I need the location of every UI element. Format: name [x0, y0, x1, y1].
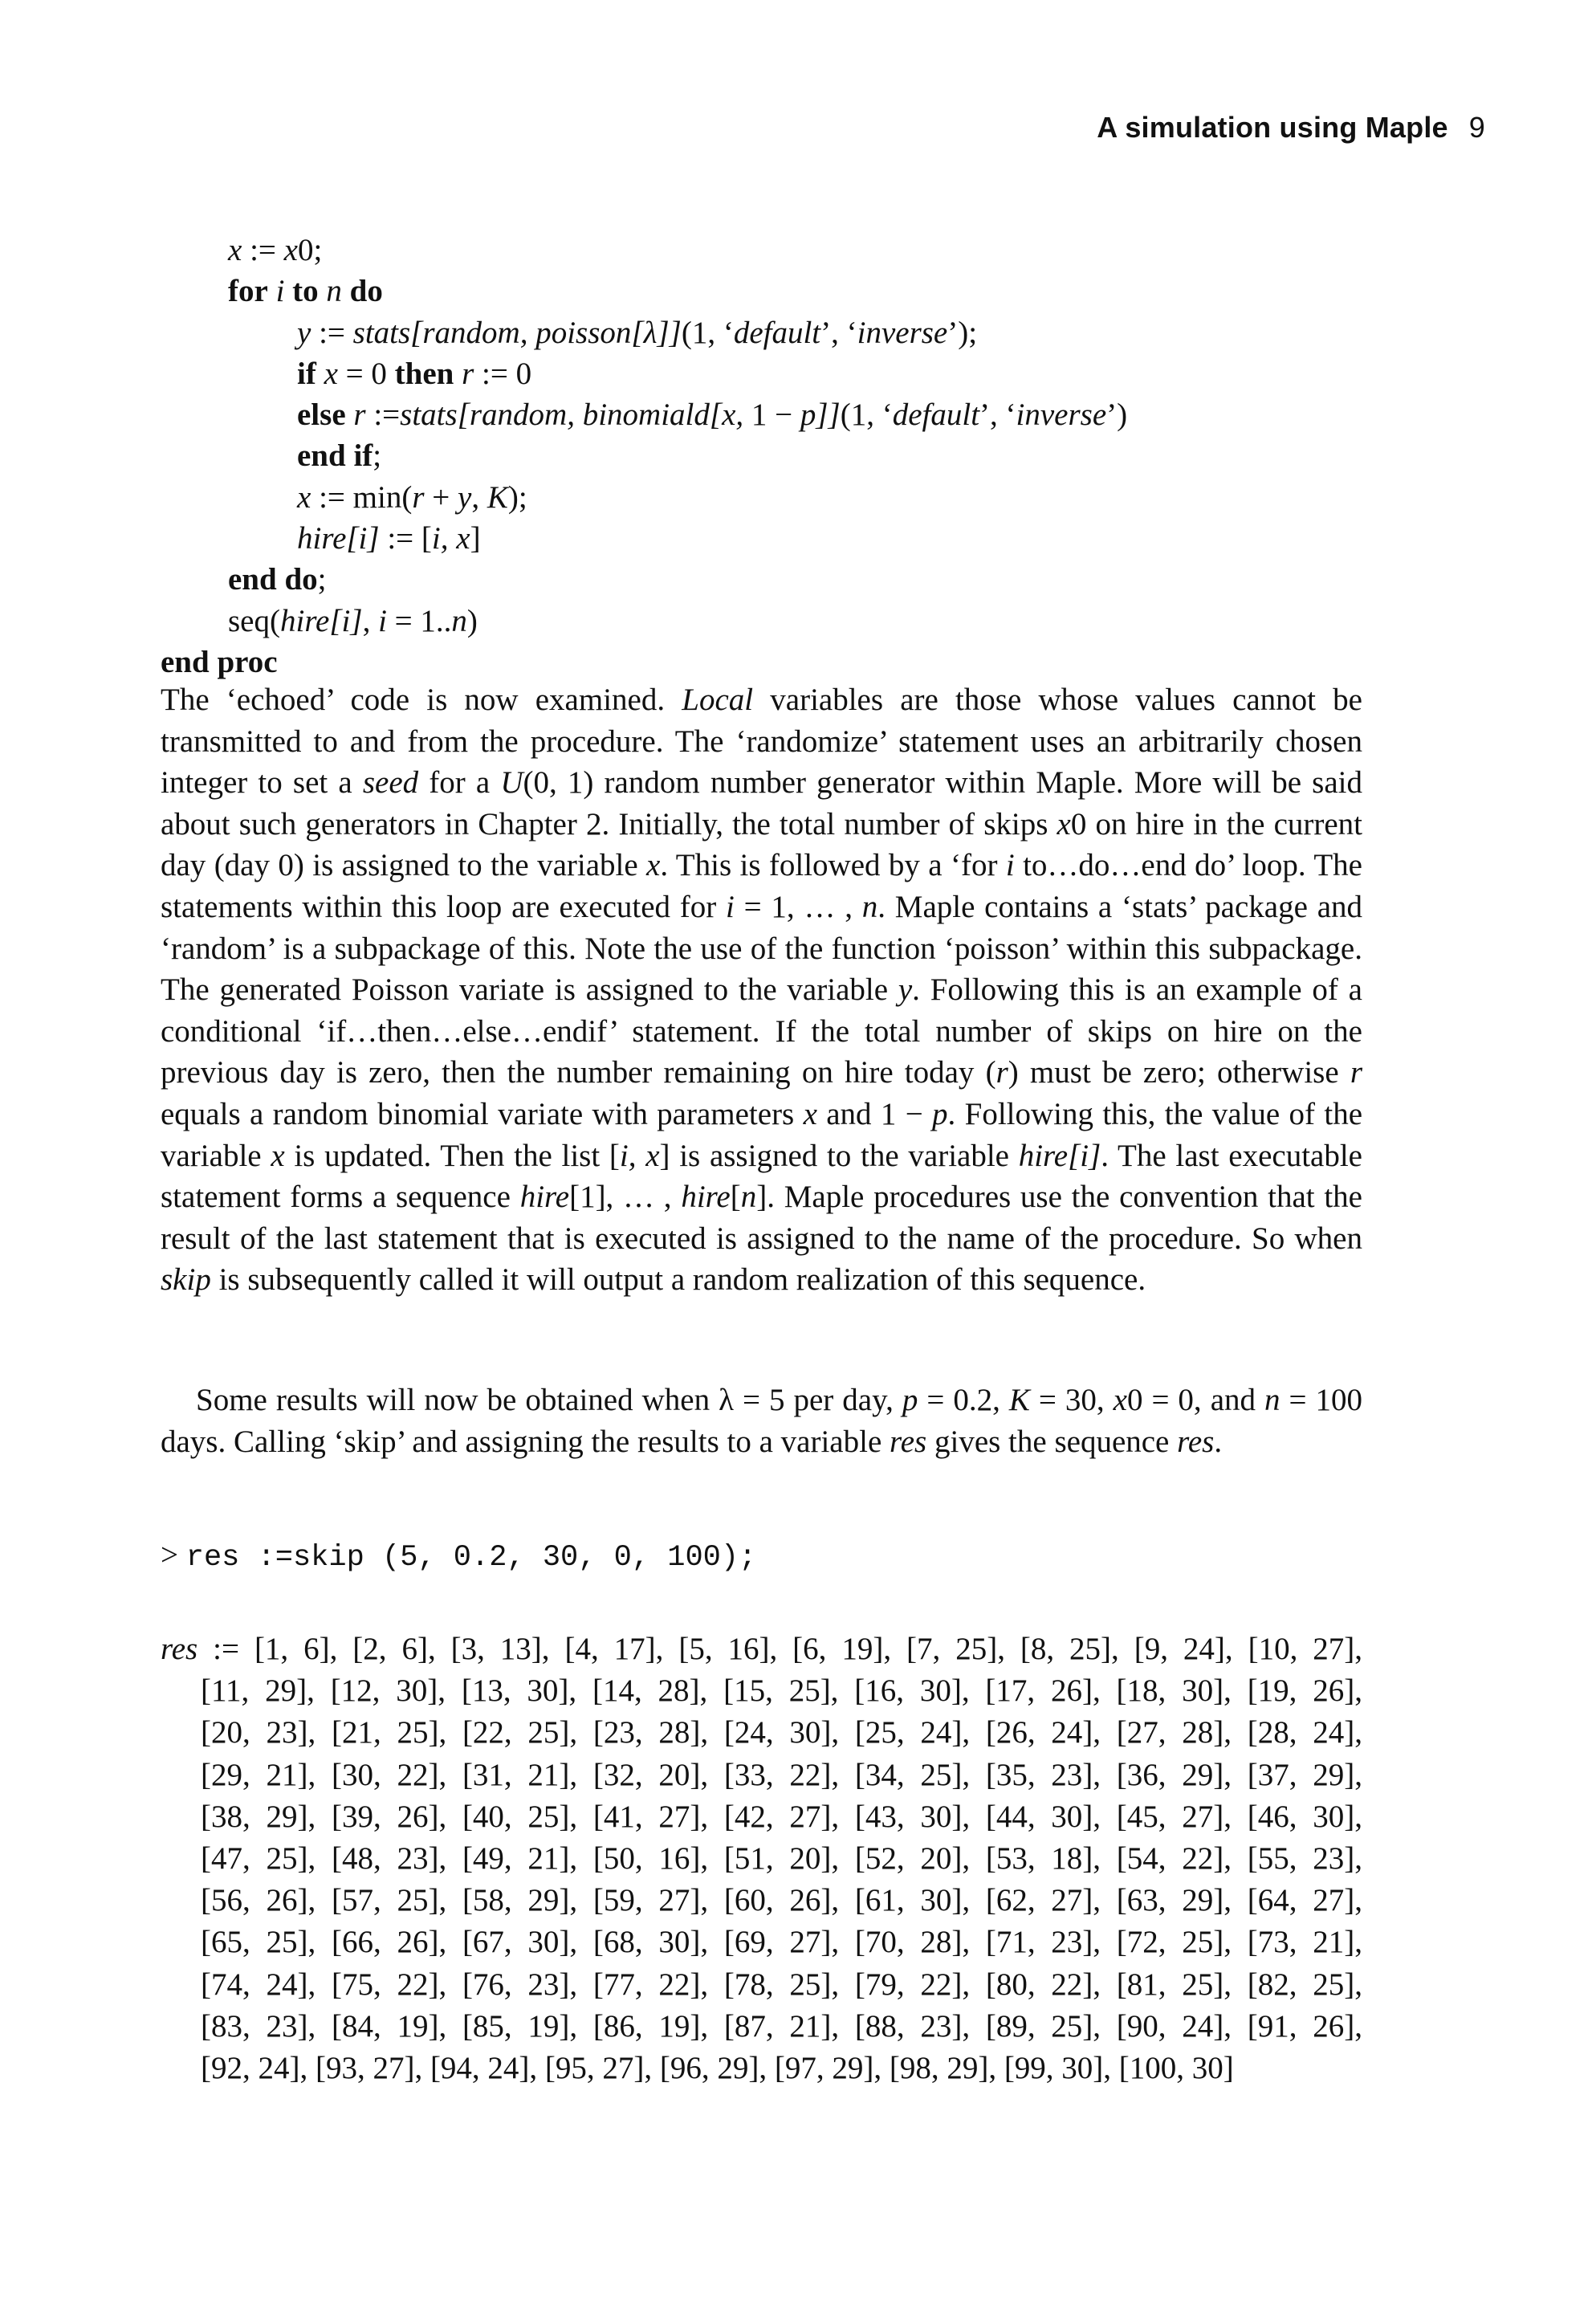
result-line: res := [1, 6], [2, 6], [3, 13], [4, 17], [5, 16], [6, 19], [7, 25], [8, 25], [9, 24], [10, 27],	[161, 1632, 1362, 1666]
result-line: [65, 25], [66, 26], [67, 30], [68, 30], [69, 27], [70, 28], [71, 23], [72, 25], [73, 21],	[201, 1925, 1362, 1960]
code-line: for i to n do	[228, 274, 383, 309]
result-line: [20, 23], [21, 25], [22, 25], [23, 28], [24, 30], [25, 24], [26, 24], [27, 28], [28, 24],	[201, 1715, 1362, 1751]
maple-command: res :=skip (5, 0.2, 30, 0, 100);	[185, 1541, 757, 1575]
result-line: [92, 24], [93, 27], [94, 24], [95, 27], [96, 29], [97, 29], [98, 29], [99, 30], [100, 30]	[201, 2051, 1234, 2086]
result-line: [83, 23], [84, 19], [85, 19], [86, 19], [87, 21], [88, 23], [89, 25], [90, 24], [91, 26],	[201, 2008, 1362, 2044]
page-number: 9	[1468, 111, 1485, 144]
maple-command-input	[161, 1537, 756, 1575]
code-line: if x = 0 then r := 0	[297, 356, 532, 391]
maple-procedure-code	[161, 230, 1365, 683]
code-line: seq(hire[i], i = 1..n)	[228, 603, 478, 638]
result-line: [29, 21], [30, 22], [31, 21], [32, 20], [33, 22], [34, 25], [35, 23], [36, 29], [37, 29],	[201, 1757, 1362, 1792]
code-line: hire[i] := [i, x]	[297, 521, 481, 556]
result-line: [74, 24], [75, 22], [76, 23], [77, 22], [78, 25], [79, 22], [80, 22], [81, 25], [82, 25],	[201, 1967, 1362, 2002]
code-line: end do;	[228, 562, 327, 597]
code-line: y := stats[random, poisson[λ]](1, ‘default’, ‘inverse’);	[297, 315, 978, 350]
running-header	[963, 111, 1485, 145]
result-line: [47, 25], [48, 23], [49, 21], [50, 16], [51, 20], [52, 20], [53, 18], [54, 22], [55, 23],	[201, 1841, 1362, 1877]
code-line: end if;	[297, 438, 382, 474]
maple-prompt: >	[161, 1538, 186, 1572]
result-line: [38, 29], [39, 26], [40, 25], [41, 27], [42, 27], [43, 30], [44, 30], [45, 27], [46, 30],	[201, 1799, 1362, 1834]
body-paragraph-2: Some results will now be obtained when λ = 5 per day, p = 0.2, K = 30, x0 = 0, and n = 100 days. Calling ‘skip’ and assigning the results to a variable res gives the sequence res.	[161, 1383, 1362, 1459]
code-line: x := x0;	[228, 233, 323, 267]
code-line: else r :=stats[random, binomiald[x, 1 − p]](1, ‘default’, ‘inverse’)	[297, 397, 1128, 433]
result-line: [56, 26], [57, 25], [58, 29], [59, 27], [60, 26], [61, 30], [62, 27], [63, 29], [64, 27],	[201, 1883, 1362, 1918]
maple-result-output	[161, 1628, 1365, 2089]
code-line: x := min(r + y, K);	[297, 479, 527, 515]
running-header-title: A simulation using Maple	[1097, 111, 1448, 144]
result-line: [11, 29], [12, 30], [13, 30], [14, 28], [15, 25], [16, 30], [17, 26], [18, 30], [19, 26],	[201, 1673, 1362, 1709]
body-paragraph-1: The ‘echoed’ code is now examined. Local variables are those whose values cannot be transmitted to and from the procedure. The ‘randomize’ statement uses an arbitrarily chosen integer to set a seed for a U(0, 1) random number generator within Maple. More will be said about such generators in Chapter 2. Initially, the total number of skips x0 on hire in the current day (day 0) is assigned to the variable x. This is followed by a ‘for i to…do…end do’ loop. The statements within this loop are executed for i = 1, … , n. Maple contains a ‘stats’ package and ‘random’ is a subpackage of this. Note the use of the function ‘poisson’ within this subpackage. The generated Poisson variate is assigned to the variable y. Following this is an example of a conditional ‘if…then…else…endif’ statement. If the total number of skips on hire on the previous day is zero, then the number remaining on hire today (r) must be zero; otherwise r equals a random binomial variate with parameters x and 1 − p. Following this, the value of the variable x is updated. Then the list [i, x] is assigned to the variable hire[i]. The last executable statement forms a sequence hire[1], … , hire[n]. Maple procedures use the convention that the result of the last statement that is executed is assigned to the name of the procedure. So when skip is subsequently called it will output a random realization of this sequence.	[161, 683, 1363, 1298]
code-line: end proc	[161, 644, 278, 679]
